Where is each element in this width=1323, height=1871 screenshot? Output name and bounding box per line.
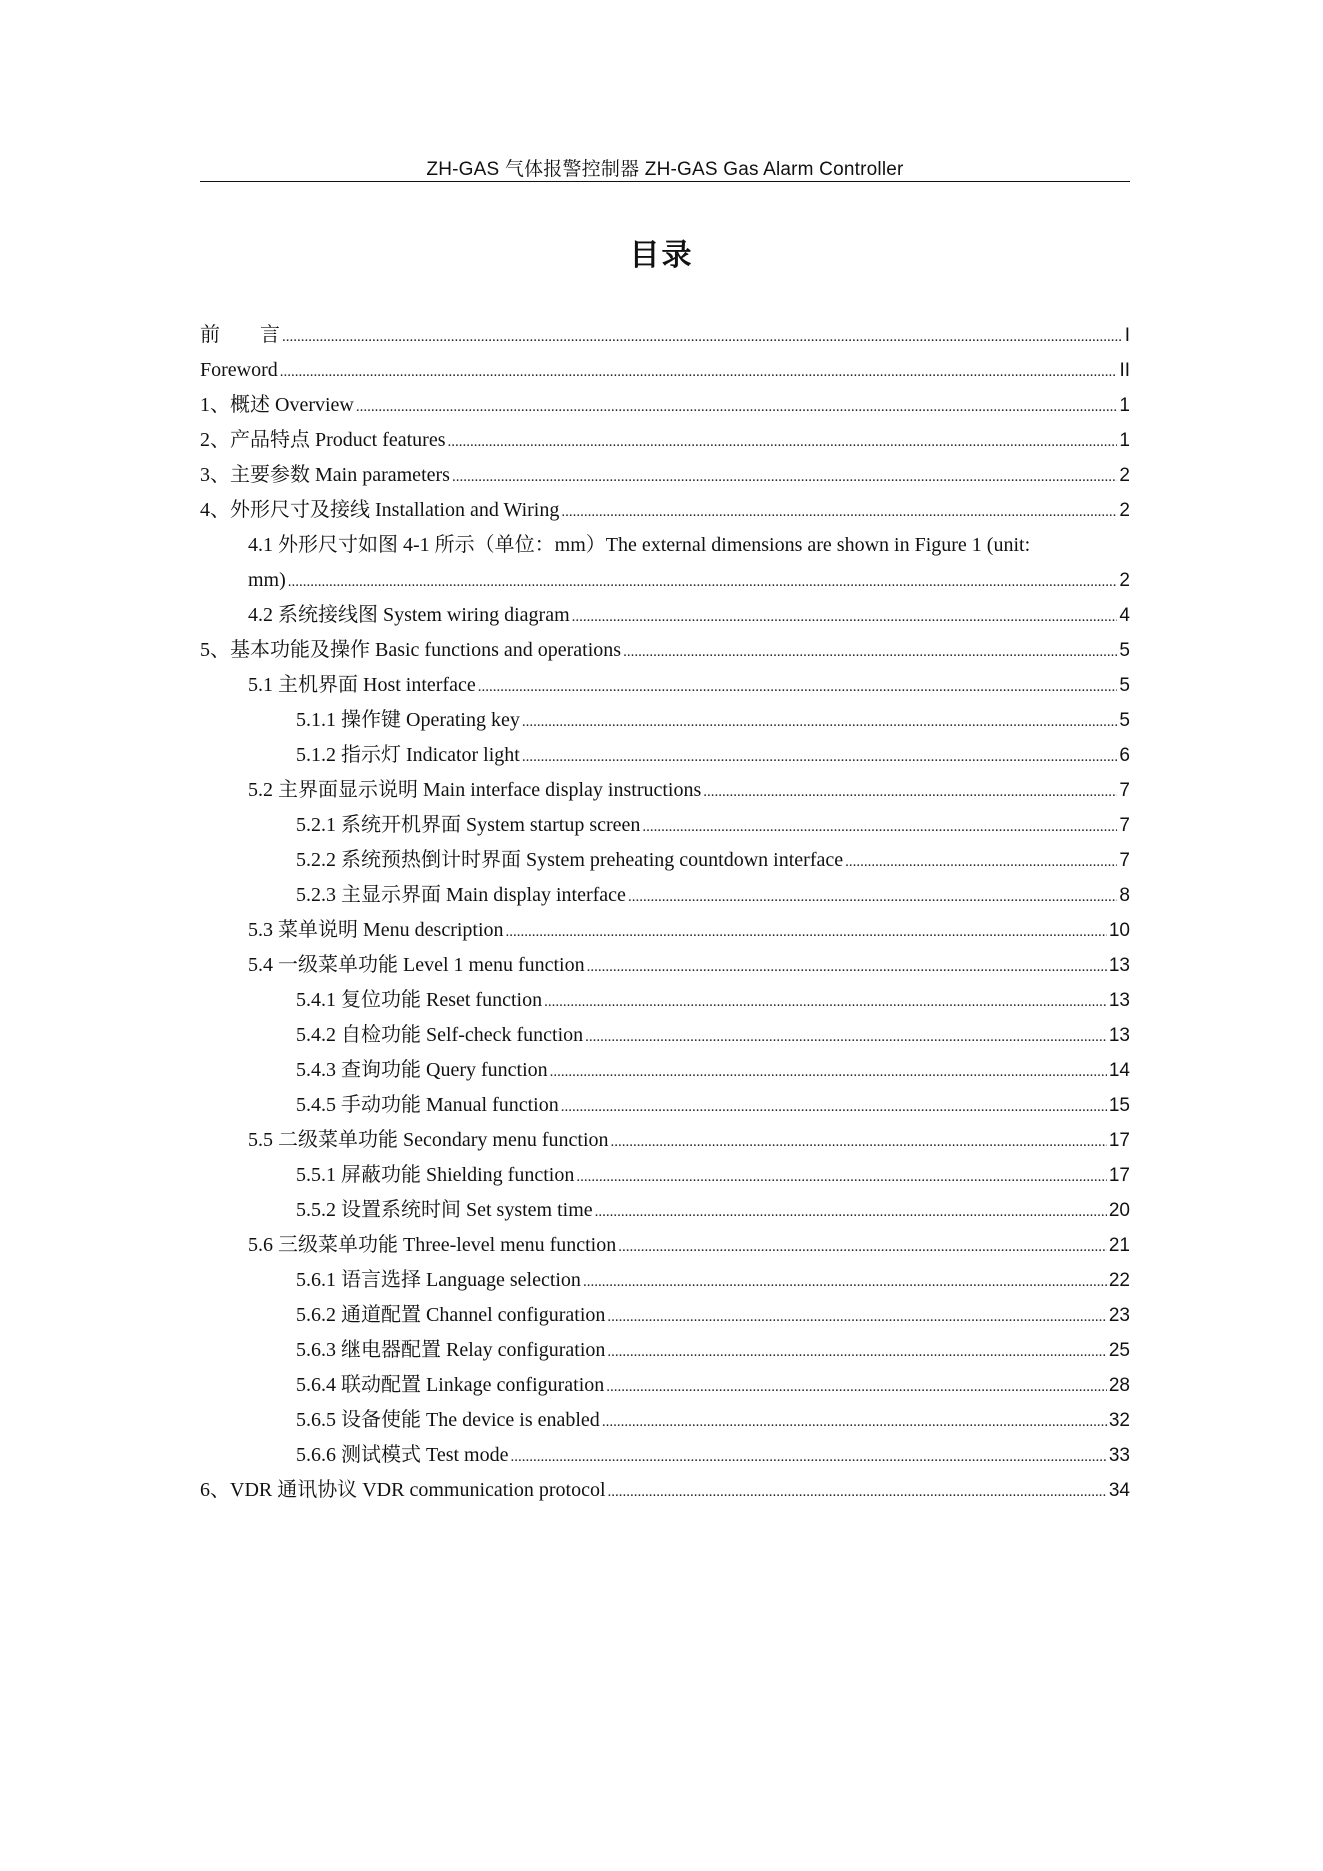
toc-entry-title: 5.4.3 查询功能 Query function [296,1059,548,1081]
toc-page-number: 2 [1119,570,1130,591]
running-header: ZH-GAS 气体报警控制器 ZH-GAS Gas Alarm Controller [426,159,904,180]
toc-page-number: 15 [1108,1095,1130,1116]
toc-leader-dots [356,390,1118,425]
toc-page-number: 7 [1119,815,1130,836]
toc-entry-title: 2、产品特点 Product features [200,429,446,451]
toc-entry-title: 前 言 [200,324,280,346]
toc-entry[interactable] [200,913,1130,948]
toc-leader-dots [522,740,1118,775]
toc-entry-title: 5.2.1 系统开机界面 System startup screen [296,814,641,836]
toc-entry-title: 5.6.5 设备使能 The device is enabled [296,1409,600,1431]
toc-page-number: II [1119,360,1130,381]
toc-entry[interactable] [200,1368,1130,1403]
toc-entry[interactable] [200,1473,1130,1508]
toc-leader-dots [607,1300,1106,1335]
toc-entry[interactable] [200,458,1130,493]
toc-page-number: 7 [1119,850,1130,871]
toc-entry-title: 5.5 二级菜单功能 Secondary menu function [248,1129,609,1151]
toc-page-number: 1 [1119,430,1130,451]
toc-entry-title: 5.4.2 自检功能 Self-check function [296,1024,584,1046]
toc-leader-dots [607,1335,1106,1370]
toc-entry[interactable] [200,878,1130,913]
toc-leader-dots [576,1160,1107,1195]
toc-page-number: 22 [1108,1270,1130,1291]
toc-page-number: I [1124,325,1130,346]
toc-entry[interactable] [200,1298,1130,1333]
toc-entry-title: 5.5.2 设置系统时间 Set system time [296,1199,593,1221]
toc-entry-title: 5.6.1 语言选择 Language selection [296,1269,581,1291]
toc-entry[interactable] [200,1403,1130,1438]
header-rule [200,181,1130,182]
toc-entry-title: 5.5.1 屏蔽功能 Shielding function [296,1164,575,1186]
toc-leader-dots [478,670,1118,705]
toc-entry[interactable] [200,1228,1130,1263]
toc-page-number: 7 [1119,780,1130,801]
toc-leader-dots [280,355,1118,390]
toc-entry-title: 5.6 三级菜单功能 Three-level menu function [248,1234,617,1256]
toc-leader-dots [618,1230,1107,1265]
toc-leader-dots [623,635,1117,670]
toc-entry[interactable] [200,1438,1130,1473]
toc-entry[interactable] [200,1263,1130,1298]
toc-leader-dots [595,1195,1107,1230]
toc-page-number: 2 [1119,500,1130,521]
toc-page-number: 17 [1108,1165,1130,1186]
toc-leader-dots [561,495,1117,530]
toc-leader-dots [585,1020,1107,1055]
toc-leader-dots [608,1475,1107,1510]
toc-entry-title: 4、外形尺寸及接线 Installation and Wiring [200,499,560,521]
toc-page-number: 32 [1108,1410,1130,1431]
toc-leader-dots [602,1405,1107,1440]
toc-page-number: 21 [1108,1235,1130,1256]
toc-entry-title: 1、概述 Overview [200,394,354,416]
toc-leader-dots [583,1265,1107,1300]
toc-leader-dots [510,1440,1106,1475]
toc-page-number: 5 [1119,710,1130,731]
toc-entry[interactable] [200,598,1130,633]
toc-leader-dots [452,460,1117,495]
toc-page-number: 17 [1108,1130,1130,1151]
toc-leader-dots [611,1125,1107,1160]
toc-leader-dots [288,565,1118,600]
toc-entry-title: 5.1.2 指示灯 Indicator light [296,744,520,766]
toc-entry[interactable] [200,423,1130,458]
toc-page-number: 5 [1119,675,1130,696]
toc-page-number: 6 [1119,745,1130,766]
toc-entry[interactable] [200,808,1130,843]
toc-entry-title: mm) [248,569,286,591]
toc-page-number: 34 [1108,1480,1130,1501]
toc-entry-title: 5.1 主机界面 Host interface [248,674,476,696]
toc-entry-title: 5.1.1 操作键 Operating key [296,709,520,731]
toc-page-number: 33 [1108,1445,1130,1466]
toc-entry[interactable] [200,493,1130,528]
toc-entry[interactable] [200,1333,1130,1368]
toc-page-number: 2 [1119,465,1130,486]
toc-entry[interactable] [200,353,1130,388]
toc-entry-title: 5.6.6 测试模式 Test mode [296,1444,509,1466]
toc-page-number: 4 [1119,605,1130,626]
toc-entry-title: 5.2.2 系统预热倒计时界面 System preheating countdown interface [296,849,844,871]
toc-entry-title: 5.3 菜单说明 Menu description [248,919,504,941]
toc-page-number: 14 [1108,1060,1130,1081]
toc-page-number: 13 [1108,1025,1130,1046]
toc-entry[interactable] [200,563,1130,598]
toc-entry[interactable] [200,633,1130,668]
toc-entry[interactable] [200,983,1130,1018]
toc-entry-title: 4.2 系统接线图 System wiring diagram [248,604,570,626]
toc-entry[interactable] [200,1088,1130,1123]
toc-page-number: 8 [1119,885,1130,906]
toc-page-number: 25 [1108,1340,1130,1361]
toc-entry[interactable] [200,388,1130,423]
toc-leader-dots [606,1370,1107,1405]
toc-entry-title: 4.1 外形尺寸如图 4-1 所示（单位：mm）The external dimensions are shown in Figure 1 (unit: [248,534,1031,556]
toc-leader-dots [587,950,1107,985]
toc-title: 目录 [629,238,694,273]
toc-entry[interactable] [200,773,1130,808]
toc-leader-dots [845,845,1117,880]
toc-entry-title: 5.2.3 主显示界面 Main display interface [296,884,626,906]
toc-page-number: 5 [1119,640,1130,661]
toc-page-number: 23 [1108,1305,1130,1326]
toc-entry-title: 3、主要参数 Main parameters [200,464,450,486]
toc-page-number: 1 [1119,395,1130,416]
toc-leader-dots [642,810,1117,845]
toc-entry-title: 5.6.2 通道配置 Channel configuration [296,1304,606,1326]
toc-entry[interactable] [200,843,1130,878]
toc-entry-title: 5.2 主界面显示说明 Main interface display instructions [248,779,702,801]
toc-entry[interactable] [200,1018,1130,1053]
toc-entry[interactable] [200,1158,1130,1193]
toc-entry[interactable] [200,1053,1130,1088]
toc-leader-dots [544,985,1107,1020]
toc-entry-title: 5.6.4 联动配置 Linkage configuration [296,1374,605,1396]
toc-entry[interactable] [200,318,1130,353]
toc-entry-title: 5、基本功能及操作 Basic functions and operations [200,639,622,661]
toc-entry[interactable] [200,528,1130,563]
toc-leader-dots [550,1055,1107,1090]
toc-entry[interactable] [200,738,1130,773]
toc-page-number: 28 [1108,1375,1130,1396]
toc-leader-dots [506,915,1107,950]
toc-entry-title: 5.6.3 继电器配置 Relay configuration [296,1339,606,1361]
toc-page-number: 10 [1108,920,1130,941]
toc-leader-dots [282,320,1123,355]
toc-entry[interactable] [200,1123,1130,1158]
toc-entry[interactable] [200,668,1130,703]
toc-page-number: 13 [1108,990,1130,1011]
toc-entry-title: Foreword [200,359,278,381]
table-of-contents [200,318,1130,1508]
toc-entry[interactable] [200,1193,1130,1228]
toc-page-number: 13 [1108,955,1130,976]
toc-entry-title: 5.4.1 复位功能 Reset function [296,989,543,1011]
toc-entry-title: 6、VDR 通讯协议 VDR communication protocol [200,1479,606,1501]
toc-leader-dots [522,705,1118,740]
toc-page-number: 20 [1108,1200,1130,1221]
toc-entry-title: 5.4 一级菜单功能 Level 1 menu function [248,954,585,976]
toc-entry[interactable] [200,948,1130,983]
toc-leader-dots [628,880,1117,915]
toc-entry-title: 5.4.5 手动功能 Manual function [296,1094,559,1116]
toc-leader-dots [703,775,1117,810]
toc-leader-dots [448,425,1118,460]
toc-entry[interactable] [200,703,1130,738]
toc-leader-dots [561,1090,1107,1125]
toc-leader-dots [572,600,1118,635]
